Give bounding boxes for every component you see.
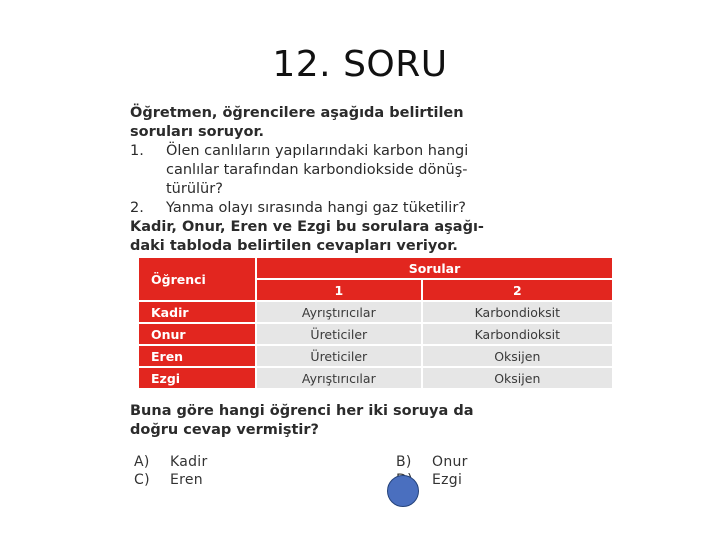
question-1-line-3: türülür? [166,181,223,197]
table-header-col-2: 2 [423,280,612,300]
answer-2: Oksijen [423,368,612,388]
option-a[interactable] [134,454,208,470]
option-a-letter: A) [134,454,150,470]
option-b[interactable] [396,454,468,470]
context-line-2: daki tabloda belirtilen cevapları veriyor. [130,238,458,254]
table-row [139,302,612,322]
prompt-line-1: Buna göre hangi öğrenci her iki soruya da [130,403,474,419]
table-row [139,368,612,388]
answer-2: Oksijen [423,346,612,366]
student-name: Kadir [139,302,255,322]
student-name: Onur [139,324,255,344]
answer-2: Karbondioksit [423,302,612,322]
student-name: Ezgi [139,368,255,388]
question-1-line-2: canlılar tarafından karbondiokside dönüş- [166,162,468,178]
question-2-line [130,199,620,218]
question-1-text-1: Ölen canlıların yapılarındaki karbon hangi [166,143,469,159]
answer-1: Üreticiler [257,324,421,344]
prompt-text [130,402,620,440]
option-a-text: Kadir [170,454,208,470]
table-row [139,346,612,366]
option-c[interactable] [134,472,203,488]
question-1-number: 1. [130,143,144,159]
question-1-line-1 [130,142,620,161]
question-2-text: Yanma olayı sırasında hangi gaz tüketilir? [166,200,466,216]
table-header-col-1: 1 [257,280,421,300]
option-b-letter: B) [396,454,412,470]
answer-1: Ayrıştırıcılar [257,368,421,388]
question-2-number: 2. [130,200,144,216]
table-header-questions: Sorular [257,258,612,278]
answer-marker-circle [387,475,419,507]
option-b-text: Onur [432,454,468,470]
table-row [139,324,612,344]
question-text [130,104,620,256]
answer-1: Üreticiler [257,346,421,366]
answer-1: Ayrıştırıcılar [257,302,421,322]
intro-line-2: soruları soruyor. [130,124,265,140]
option-c-text: Eren [170,472,203,488]
table-header-student: Öğrenci [139,258,255,300]
answers-table [137,256,614,390]
prompt-line-2: doğru cevap vermiştir? [130,422,319,438]
student-name: Eren [139,346,255,366]
option-c-letter: C) [134,472,150,488]
context-line-1: Kadir, Onur, Eren ve Ezgi bu sorulara aşağı- [130,219,484,235]
option-d-text: Ezgi [432,472,463,488]
answer-options [134,454,614,490]
slide-title: 12. SORU [272,44,448,85]
intro-line-1: Öğretmen, öğrencilere aşağıda belirtilen [130,105,464,121]
answer-2: Karbondioksit [423,324,612,344]
